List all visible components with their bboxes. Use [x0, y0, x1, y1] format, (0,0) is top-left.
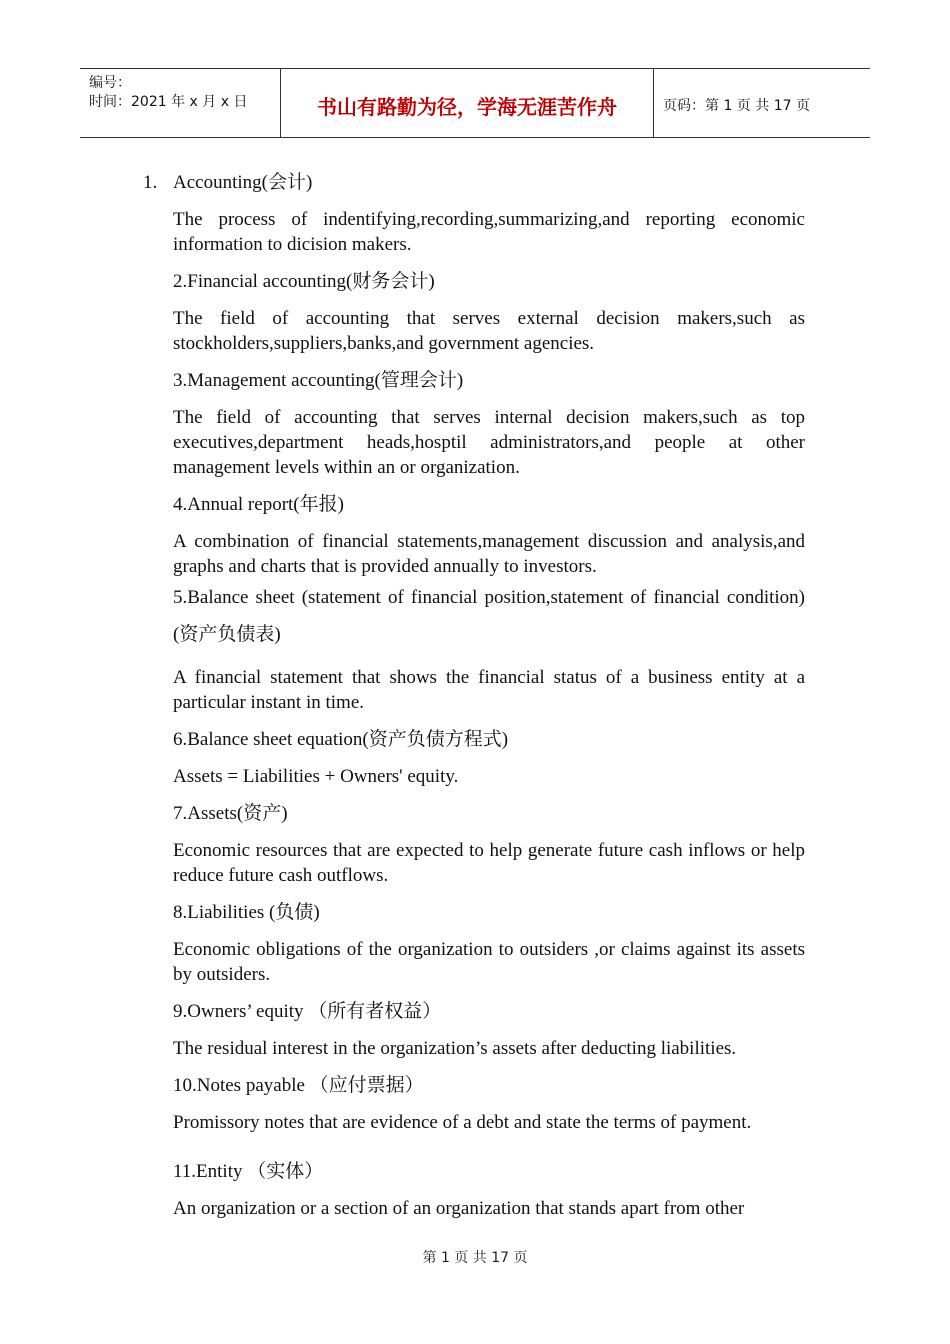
list-number: 1. [143, 172, 158, 193]
entry-term: 11.Entity （实体） [173, 1161, 324, 1182]
entry-definition: The residual interest in the organization’s assets after deducting liabilities. [173, 1038, 737, 1059]
entry-term: 2.Financial accounting(财务会计) [173, 271, 435, 292]
entry-definition: A combination of financial statements,management discussion and analysis,and graphs and charts that is provided annually to investors. [173, 531, 805, 577]
entry-definition: The field of accounting that serves external decision makers,such as stockholders,suppliers,banks,and government agencies. [173, 308, 805, 354]
serial-label: 编号： [89, 75, 131, 91]
motto: 书山有路勤为径，学海无涯苦作舟 [317, 95, 617, 119]
entry-definition: An organization or a section of an organization that stands apart from other [173, 1198, 745, 1219]
entry-definition: Promissory notes that are evidence of a debt and state the terms of payment. [173, 1112, 752, 1133]
document-body [143, 170, 805, 1233]
entry-term: 8.Liabilities (负债) [173, 902, 320, 923]
header-motto-cell [281, 69, 654, 137]
entry-definition: The process of indentifying,recording,summarizing,and reporting economic information to dicision makers. [173, 209, 805, 255]
entry-term: 9.Owners’ equity （所有者权益） [173, 1001, 442, 1022]
page-header [80, 68, 870, 138]
entry-definition: Economic obligations of the organization to outsiders ,or claims against its assets by outsiders. [173, 939, 805, 985]
page-info: 页码：第 1 页 共 17 页 [663, 98, 810, 114]
header-meta-cell [80, 69, 281, 137]
entry-definition: Assets = Liabilities + Owners' equity. [173, 766, 459, 787]
entry-term: 7.Assets(资产) [173, 803, 288, 824]
entry-definition: Economic resources that are expected to help generate future cash inflows or help reduce future cash outflows. [173, 840, 805, 886]
entry-term: 3.Management accounting(管理会计) [173, 370, 464, 391]
entry-term: 6.Balance sheet equation(资产负债方程式) [173, 729, 509, 750]
entry-definition: A financial statement that shows the financial status of a business entity at a particular instant in time. [173, 667, 805, 713]
entry-term: 5.Balance sheet (statement of financial position,statement of financial condition)(资产负债表) [173, 587, 805, 645]
term-text: Accounting(会计) [173, 172, 313, 193]
entry-definition: The field of accounting that serves internal decision makers,such as top executives,department heads,hosptil administrators,and people at other management levels within an or organization. [173, 407, 805, 478]
entry-term: 4.Annual report(年报) [173, 494, 344, 515]
page-footer: 第 1 页 共 17 页 [422, 1250, 528, 1266]
entry-term: 10.Notes payable （应付票据） [173, 1075, 424, 1096]
entry-term [143, 170, 805, 195]
time-label: 时间：2021 年 x 月 x 日 [89, 94, 248, 110]
header-page-cell [654, 69, 870, 137]
